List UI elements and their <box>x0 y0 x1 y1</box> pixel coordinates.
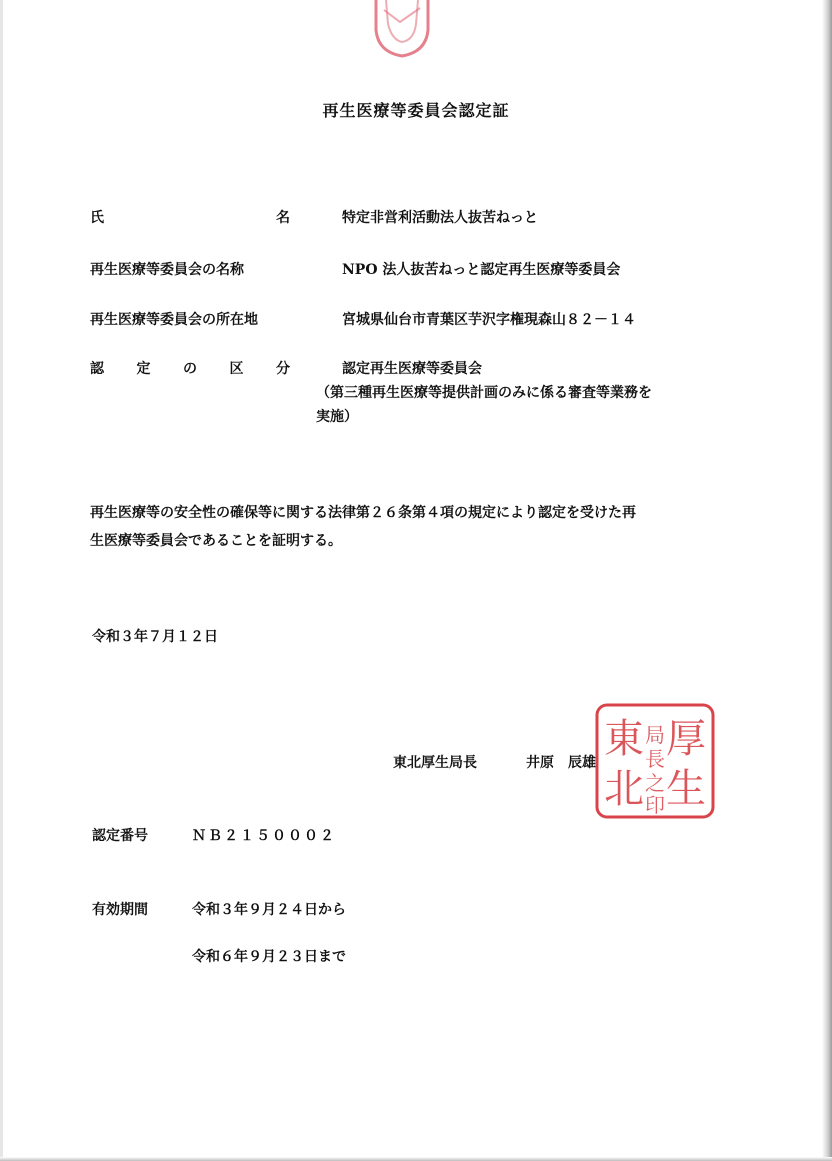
category-label-char-2: 定 <box>136 361 151 377</box>
page-right-edge <box>822 0 832 1161</box>
category-note-line1: （第三種再生医療等提供計画のみに係る審査等業務を <box>316 385 652 401</box>
category-label <box>90 358 290 378</box>
name-label <box>90 207 290 227</box>
address-label: 再生医療等委員会の所在地 <box>90 312 258 328</box>
issuer-person: 井原 辰雄 <box>526 755 596 771</box>
validity-from: 令和３年９月２４日から <box>192 902 346 918</box>
category-note-line2: 実施） <box>316 409 358 425</box>
svg-text:東: 東 <box>604 716 644 762</box>
committee-name-value: NPO 法人抜苦ねっと認定再生医療等委員会 <box>342 262 621 278</box>
svg-text:印: 印 <box>645 793 665 817</box>
address-value: 宮城県仙台市青葉区芋沢字権現森山８２－１４ <box>342 312 636 328</box>
page-bottom-edge <box>0 1157 832 1161</box>
validity-to: 令和６年９月２３日まで <box>192 949 346 965</box>
body-line-2: 生医療等委員会であることを証明する。 <box>90 533 342 549</box>
name-value: 特定非営利活動法人抜苦ねっと <box>342 210 538 226</box>
svg-text:局: 局 <box>645 723 665 747</box>
page-left-edge <box>0 0 3 1161</box>
svg-text:長: 長 <box>645 747 665 771</box>
svg-text:生: 生 <box>666 766 706 812</box>
top-stamp-fragment <box>362 0 442 58</box>
issuer-office: 東北厚生局長 <box>393 755 477 771</box>
certification-number-label: 認定番号 <box>92 828 148 844</box>
certification-number-value: ＮＢ２１５０００２ <box>192 828 336 844</box>
validity-label: 有効期間 <box>92 902 148 918</box>
body-line-1: 再生医療等の安全性の確保等に関する法律第２６条第４項の規定により認定を受けた再 <box>90 505 636 521</box>
category-label-char-3: の <box>183 361 197 377</box>
category-label-char-5: 分 <box>276 361 290 377</box>
svg-text:之: 之 <box>645 771 665 795</box>
svg-text:厚: 厚 <box>666 716 706 762</box>
name-label-char-1: 氏 <box>90 210 104 226</box>
committee-name-label: 再生医療等委員会の名称 <box>90 262 244 278</box>
issue-date: 令和３年７月１２日 <box>92 629 218 645</box>
category-label-char-1: 認 <box>90 361 104 377</box>
official-seal <box>594 702 716 820</box>
category-label-char-4: 区 <box>229 361 244 377</box>
name-label-char-2: 名 <box>276 210 290 226</box>
certificate-title: 再生医療等委員会認定証 <box>322 101 510 120</box>
category-value: 認定再生医療等委員会 <box>342 361 482 377</box>
svg-text:北: 北 <box>604 766 644 812</box>
